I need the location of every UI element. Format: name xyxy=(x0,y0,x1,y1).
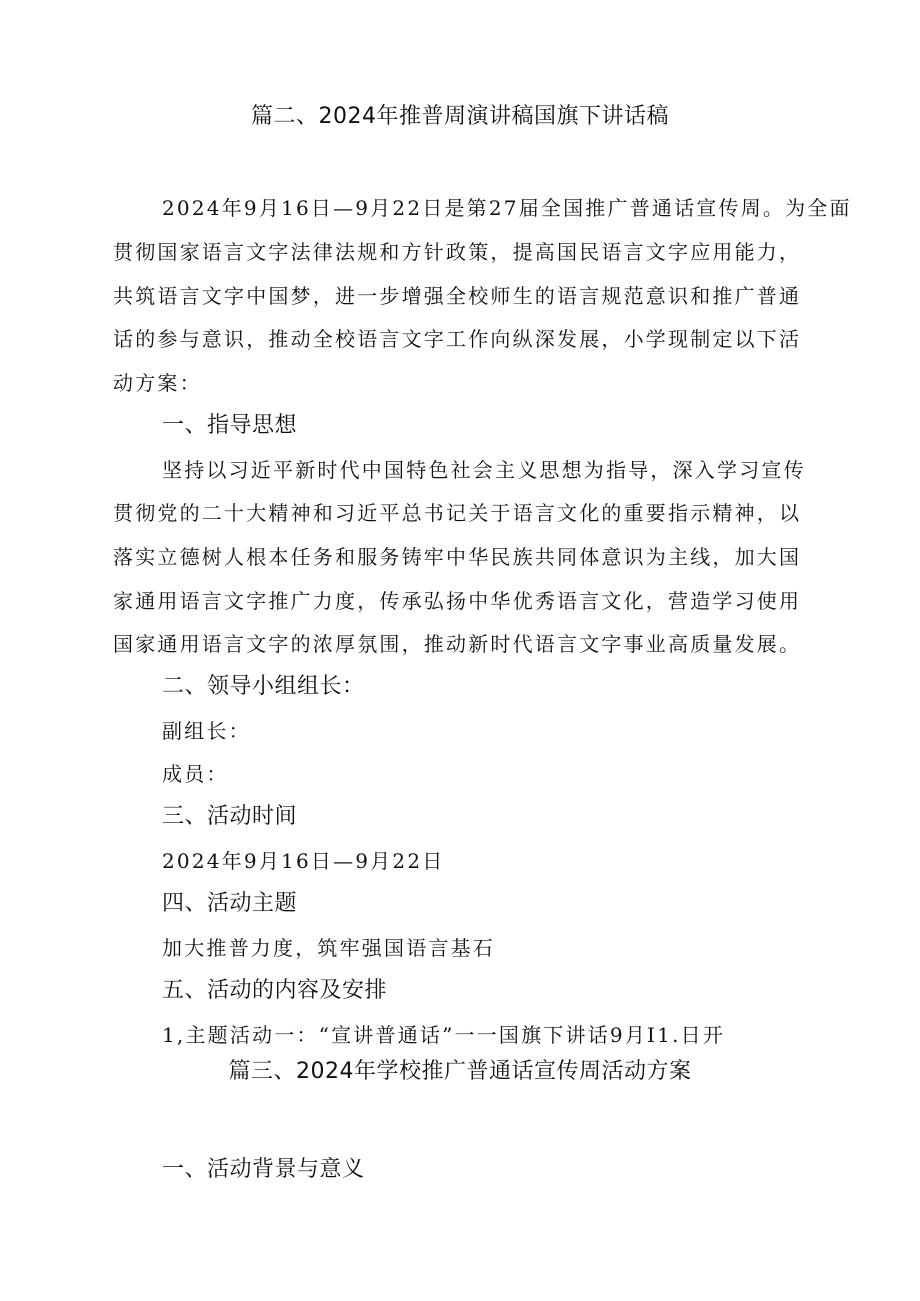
section-title-3: 篇三、2024年学校推广普通话宣传周活动方案 xyxy=(228,1059,692,1084)
members-label: 成员： xyxy=(162,762,229,786)
intro-line-2: 贯彻国家语言文字法律法规和方针政策，提高国民语言文字应用能力， xyxy=(113,240,802,264)
guiding-line-3: 落实立德树人根本任务和服务铸牢中华民族共同体意识为主线，加大国 xyxy=(113,545,802,569)
heading-activity-theme: 四、活动主题 xyxy=(162,891,298,916)
guiding-line-1: 坚持以习近平新时代中国特色社会主义思想为指导，深入学习宣传 xyxy=(162,458,806,482)
activity-item-1: 1,主题活动一：“宣讲普通话”一一国旗下讲话9月I1.日开 xyxy=(162,1023,726,1047)
intro-line-4: 话的参与意识，推动全校语言文字工作向纵深发展，小学现制定以下活 xyxy=(113,327,802,351)
heading-activity-time: 三、活动时间 xyxy=(162,804,298,829)
guiding-line-5: 国家通用语言文字的浓厚氛围，推动新时代语言文字事业高质量发展。 xyxy=(113,632,802,656)
deputy-leader-label: 副组长： xyxy=(162,719,251,743)
activity-theme-text: 加大推普力度，筑牢强国语言基石 xyxy=(162,936,495,960)
heading-background-significance: 一、活动背景与意义 xyxy=(162,1157,365,1182)
intro-line-1: 2024年9月16日—9月22日是第27届全国推广普通话宣传周。为全面 xyxy=(162,196,852,220)
intro-line-3: 共筑语言文字中国梦，进一步增强全校师生的语言规范意识和推广普通 xyxy=(113,284,802,308)
heading-leadership-group: 二、领导小组组长： xyxy=(162,674,365,699)
guiding-line-2: 贯彻党的二十大精神和习近平总书记关于语言文化的重要指示精神，以 xyxy=(113,501,802,525)
heading-activity-content: 五、活动的内容及安排 xyxy=(162,978,388,1003)
section-title-2: 篇二、2024年推普周演讲稿国旗下讲话稿 xyxy=(251,104,669,129)
heading-guiding-ideology: 一、指导思想 xyxy=(162,413,298,438)
guiding-line-4: 家通用语言文字推广力度，传承弘扬中华优秀语言文化，营造学习使用 xyxy=(113,589,802,613)
activity-time-text: 2024年9月16日—9月22日 xyxy=(162,849,445,873)
intro-line-5: 动方案： xyxy=(113,371,202,395)
